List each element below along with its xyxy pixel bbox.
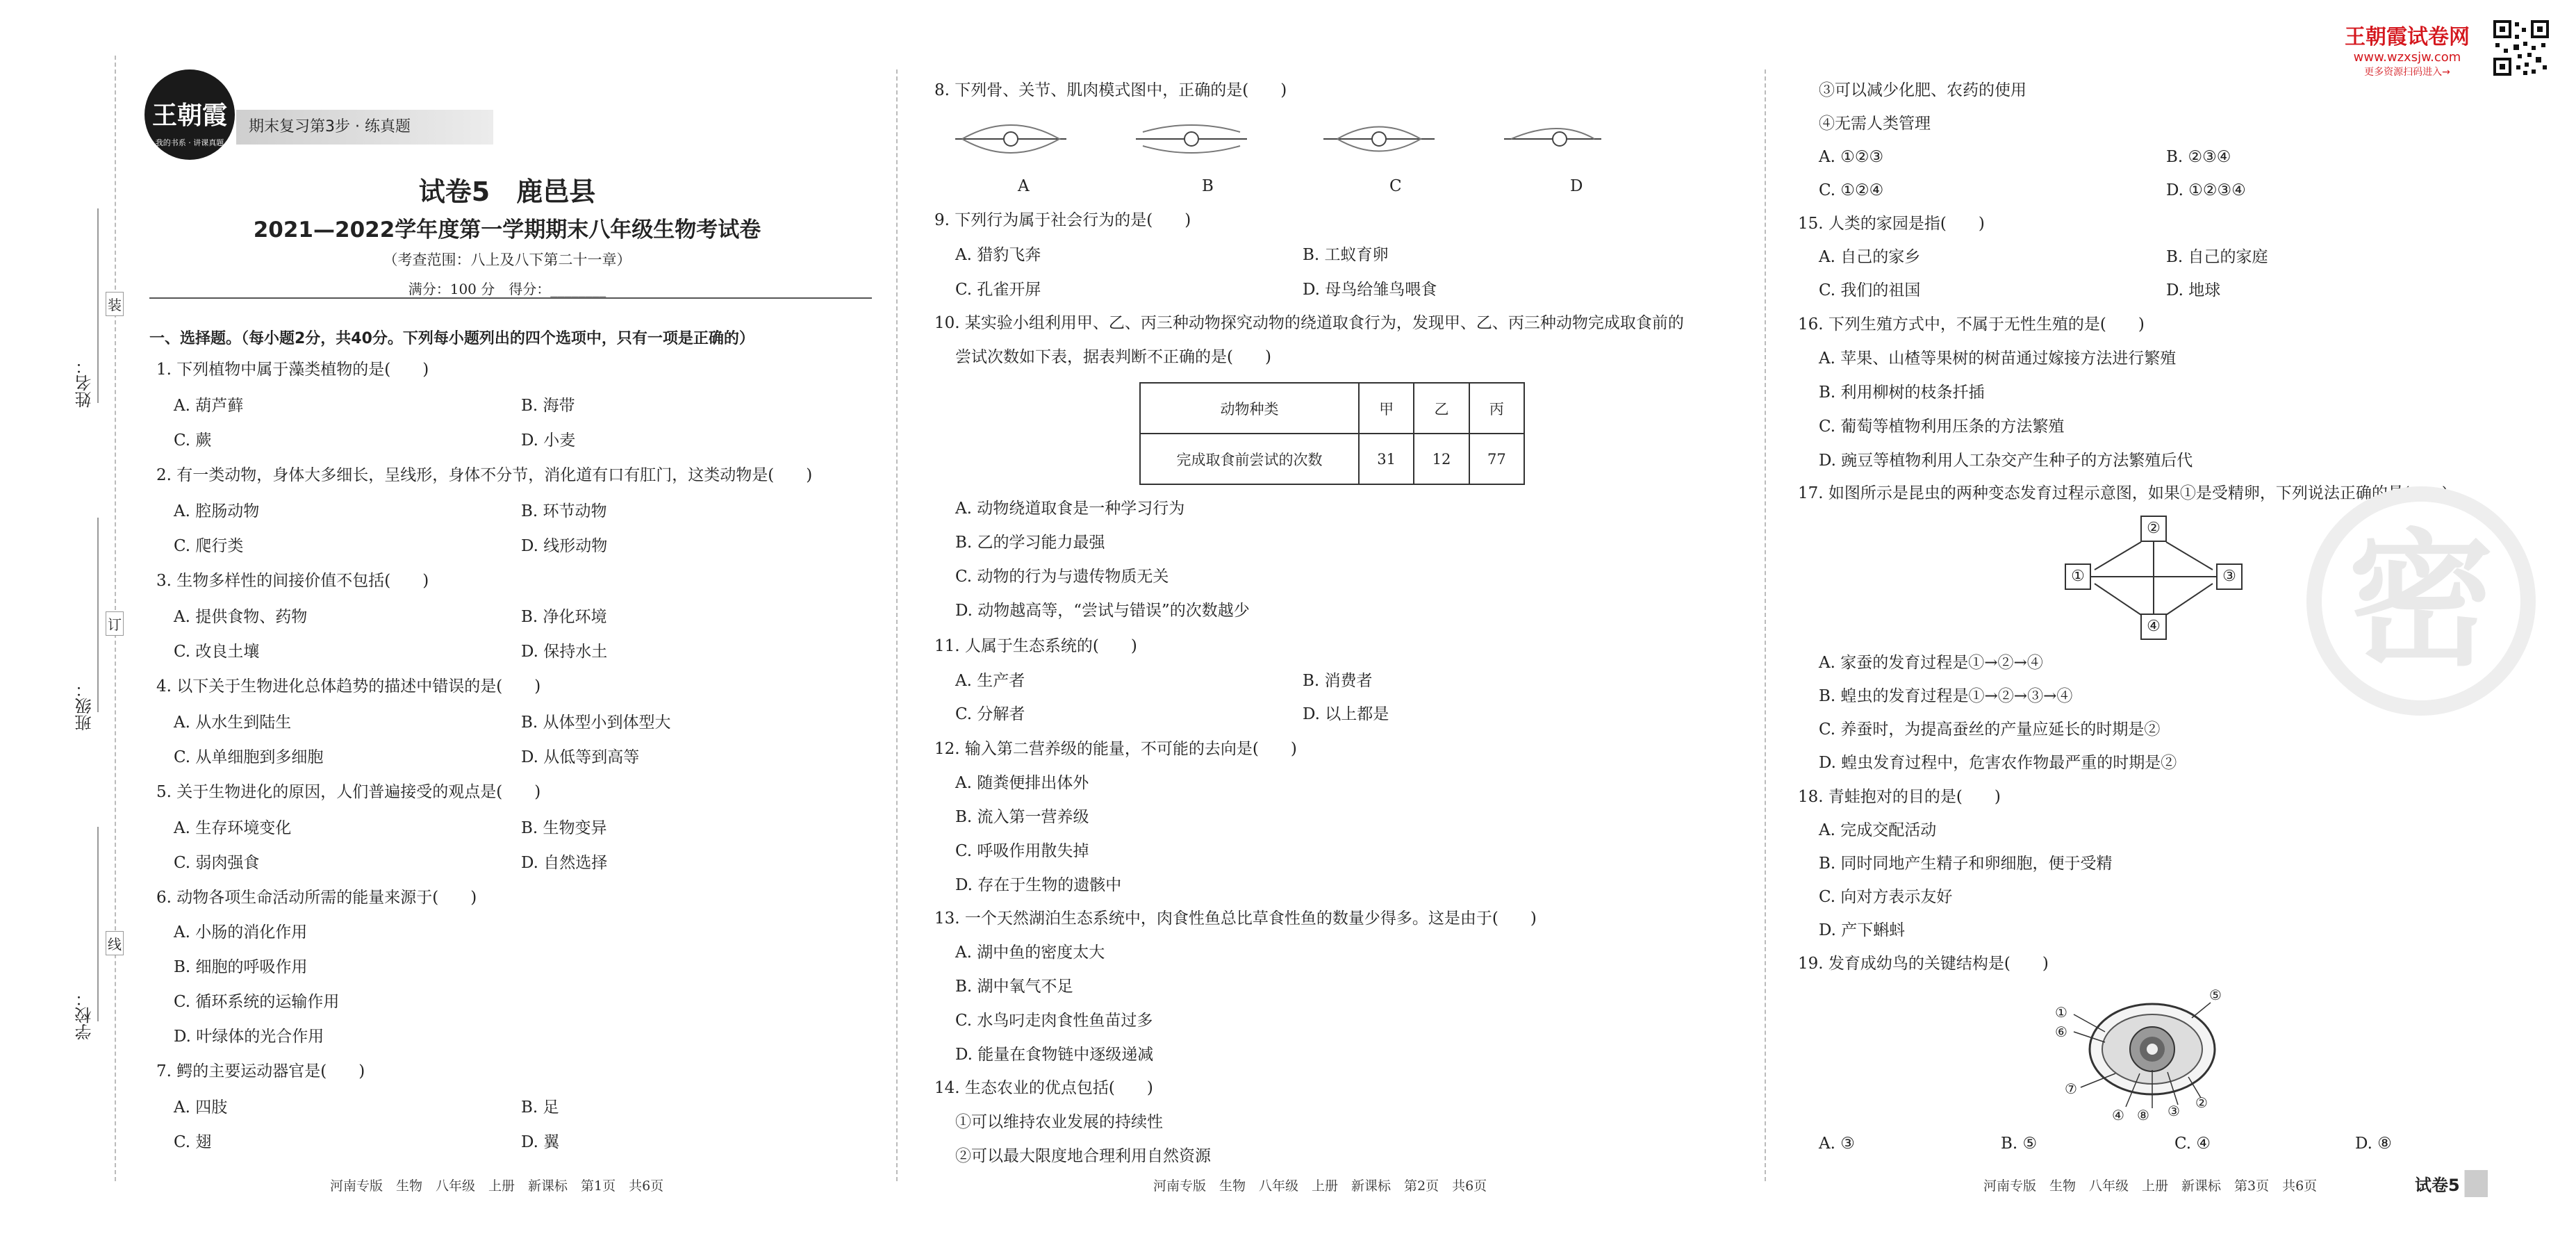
question-1: 1. 下列植物中属于藻类植物的是( ) A. 葫芦藓 B. 海带 C. 蕨 D. 小麦 [156, 361, 576, 450]
table-row-label: 完成取食前尝试的次数 [1140, 434, 1359, 484]
table-cell-bing: 77 [1469, 434, 1524, 484]
q8-option-c[interactable]: C [1389, 177, 1402, 195]
q16-option-b[interactable]: B. 利用柳树的枝条扦插 [1819, 384, 1985, 402]
q13-option-b[interactable]: B. 湖中氧气不足 [955, 978, 1073, 996]
qr-code-icon[interactable] [2493, 19, 2550, 76]
q6-option-d[interactable]: D. 叶绿体的光合作用 [174, 1028, 324, 1046]
q12-option-a[interactable]: A. 随粪便排出体外 [955, 774, 1089, 792]
question-13: 13. 一个天然湖泊生态系统中，肉食性鱼总比草食性鱼的数量少得多。这是由于( ) A. 湖中鱼的密度太大 B. 湖中氧气不足 C. 水鸟叼走肉食性鱼苗过多 D. 能量在食物链中逐级递减 [934, 910, 1740, 1063]
name-label: 姓名： [75, 358, 94, 408]
class-line [97, 518, 99, 712]
q6-option-a[interactable]: A. 小肠的消化作用 [174, 923, 308, 941]
q1-option-b[interactable]: B. 海带 [521, 397, 575, 415]
q11-option-a[interactable]: A. 生产者 [955, 672, 1025, 690]
q17-option-b[interactable]: B. 蝗虫的发育过程是①→②→③→④ [1819, 687, 2073, 705]
question-19: 19. 发育成幼鸟的关键结构是( ) [1798, 955, 2049, 973]
q3-option-b[interactable]: B. 净化环境 [521, 608, 607, 626]
question-6: 6. 动物各项生命活动所需的能量来源于( ) A. 小肠的消化作用 B. 细胞的呼吸作用 C. 循环系统的运输作用 D. 叶绿体的光合作用 [156, 889, 865, 1045]
q14-statement-1: ①可以维持农业发展的持续性 [955, 1113, 1163, 1131]
q8-figure-b [1136, 125, 1247, 153]
question-16: 16. 下列生殖方式中，不属于无性生殖的是( ) A. 苹果、山楂等果树的树苗通过嫁接方法进行繁殖 B. 利用柳树的枝条扦插 C. 葡萄等植物利用压条的方法繁殖 D. 豌豆等植物利用人工杂交产生种子的方法繁殖后代 [1798, 316, 2548, 469]
q14-statement-4: ④无需人类管理 [1819, 115, 1931, 133]
q18-option-d[interactable]: D. 产下蝌蚪 [1819, 921, 1906, 939]
q6-option-b[interactable]: B. 细胞的呼吸作用 [174, 958, 308, 976]
q17-option-a[interactable]: A. 家蚕的发育过程是①→②→④ [1819, 654, 2043, 672]
q18-option-b[interactable]: B. 同时同地产生精子和卵细胞，便于受精 [1819, 855, 2113, 873]
q19-option-d[interactable]: D. ⑧ [2355, 1135, 2392, 1153]
q9-option-d[interactable]: D. 母鸟给雏鸟喂食 [1303, 281, 1437, 299]
q9-option-c[interactable]: C. 孔雀开屏 [955, 281, 1041, 299]
question-17: 17. 如图所示是昆虫的两种变态发育过程示意图，如果①是受精卵，下列说法正确的是( ) [1798, 484, 2448, 502]
q4-option-c[interactable]: C. 从单细胞到多细胞 [174, 748, 324, 766]
q5-option-c[interactable]: C. 弱肉强食 [174, 854, 260, 872]
q19-option-a[interactable]: A. ③ [1819, 1135, 1855, 1153]
paper-subtitle: 2021—2022学年度第一学期期末八年级生物考试卷 [253, 217, 761, 242]
footer-page-1: 河南专版 生物 八年级 上册 新课标 第1页 共6页 [330, 1178, 664, 1194]
school-line [97, 827, 99, 1021]
question-18: 18. 青蛙抱对的目的是( ) A. 完成交配活动 B. 同时同地产生精子和卵细胞，便于受精 C. 向对方表示友好 D. 产下蝌蚪 [1798, 789, 2548, 939]
name-line [97, 208, 99, 403]
q5-option-a[interactable]: A. 生存环境变化 [174, 819, 292, 837]
q3-option-c[interactable]: C. 改良土壤 [174, 643, 260, 661]
q17-stage-1: ① [2065, 563, 2091, 590]
question-8: 8. 下列骨、关节、肌肉模式图中，正确的是( ) [934, 81, 1287, 99]
footer-page-2: 河南专版 生物 八年级 上册 新课标 第2页 共6页 [1153, 1178, 1487, 1194]
q7-option-a[interactable]: A. 四肢 [174, 1098, 228, 1117]
corner-brand-name: 王朝霞试卷网 [2345, 25, 2470, 49]
egg-label-5: ⑤ [2209, 987, 2222, 1003]
q18-option-c[interactable]: C. 向对方表示友好 [1819, 888, 1953, 906]
q8-figure-c [1323, 127, 1435, 151]
q1-option-d[interactable]: D. 小麦 [521, 431, 576, 450]
column-divider-1 [896, 69, 898, 1181]
q11-option-d[interactable]: D. 以上都是 [1303, 705, 1389, 723]
q11-option-b[interactable]: B. 消费者 [1303, 672, 1373, 690]
q14-option-d[interactable]: D. ①②③④ [2166, 181, 2246, 199]
question-5: 5. 关于生物进化的原因，人们普遍接受的观点是( ) A. 生存环境变化 B. 生物变异 C. 弱肉强食 D. 自然选择 [156, 783, 608, 872]
q7-option-b[interactable]: B. 足 [521, 1098, 559, 1117]
question-3: 3. 生物多样性的间接价值不包括( ) A. 提供食物、药物 B. 净化环境 C. 改良土壤 D. 保持水土 [156, 572, 608, 661]
q3-option-a[interactable]: A. 提供食物、药物 [174, 608, 308, 626]
paper-title: 试卷5 鹿邑县 [418, 176, 596, 207]
q10-option-b[interactable]: B. 乙的学习能力最强 [955, 534, 1105, 552]
q17-stage-2: ② [2140, 516, 2167, 542]
school-label: 学校： [75, 990, 94, 1040]
egg-label-8: ⑧ [2137, 1107, 2149, 1123]
q19-option-c[interactable]: C. ④ [2174, 1135, 2211, 1153]
question-4: 4. 以下关于生物进化总体趋势的描述中错误的是( ) A. 从水生到陆生 B. 从体型小到体型大 C. 从单细胞到多细胞 D. 从低等到高等 [156, 677, 671, 766]
q7-option-d[interactable]: D. 翼 [521, 1133, 560, 1151]
q15-option-c[interactable]: C. 我们的祖国 [1819, 281, 1921, 299]
bind-mark-3: 线 [106, 931, 124, 955]
q8-option-b[interactable]: B [1202, 177, 1214, 195]
q1-option-c[interactable]: C. 蕨 [174, 431, 212, 450]
q9-option-b[interactable]: B. 工蚁育卵 [1303, 246, 1389, 264]
q14-option-a[interactable]: A. ①②③ [1819, 148, 1884, 166]
section-heading: 一、选择题。（每小题2分，共40分。下列每小题列出的四个选项中，只有一项是正确的） [149, 330, 754, 347]
q7-option-c[interactable]: C. 翅 [174, 1133, 212, 1151]
class-label: 班级： [75, 681, 94, 731]
q2-option-c[interactable]: C. 爬行类 [174, 537, 244, 555]
q4-option-b[interactable]: B. 从体型小到体型大 [521, 714, 671, 732]
bind-mark-1: 装 [106, 292, 124, 316]
score-line: 满分：100 分 得分：________ [408, 281, 606, 297]
q17-stage-4: ④ [2140, 614, 2167, 640]
question-14: 14. 生态农业的优点包括( ) ①可以维持农业发展的持续性 ②可以最大限度地合理利用自然资源 [934, 1080, 1740, 1164]
q15-option-b[interactable]: B. 自己的家庭 [2166, 248, 2268, 266]
table-header-yi: 乙 [1414, 383, 1469, 434]
secret-watermark: 密 [2306, 486, 2536, 716]
table-cell-jia: 31 [1359, 434, 1414, 484]
q3-option-d[interactable]: D. 保持水土 [521, 643, 608, 661]
paper-tag: 试卷5 [2411, 1170, 2488, 1197]
q6-option-c[interactable]: C. 循环系统的运输作用 [174, 993, 340, 1011]
q14-continued [1819, 82, 2548, 201]
q14-statement-2: ②可以最大限度地合理利用自然资源 [955, 1147, 1211, 1165]
q19-option-b[interactable]: B. ⑤ [2001, 1135, 2038, 1153]
q5-option-d[interactable]: D. 自然选择 [521, 854, 608, 872]
table-header-species: 动物种类 [1140, 383, 1359, 434]
q4-option-a[interactable]: A. 从水生到陆生 [174, 714, 292, 732]
egg-label-4: ④ [2112, 1107, 2124, 1123]
question-10: 10. 某实验小组利用甲、乙、丙三种动物探究动物的绕道取食行为，发现甲、乙、丙三种动物完成取食前的 尝试次数如下表，据表判断不正确的是( ) [934, 314, 1684, 366]
q14-statement-3: ③可以减少化肥、农药的使用 [1819, 81, 2026, 99]
q10-option-c[interactable]: C. 动物的行为与遗传物质无关 [955, 568, 1169, 586]
q8-figure-a [955, 125, 1066, 153]
q8-diagram [948, 111, 1601, 167]
bind-mark-2: 订 [106, 611, 124, 636]
column-divider-2 [1765, 69, 1766, 1181]
q12-option-d[interactable]: D. 存在于生物的遗骸中 [955, 876, 1122, 894]
egg-label-3: ③ [2168, 1103, 2180, 1119]
table-header-bing: 丙 [1469, 383, 1524, 434]
q11-option-c[interactable]: C. 分解者 [955, 705, 1025, 723]
question-15: 15. 人类的家园是指( ) A. 自己的家乡 B. 自己的家庭 C. 我们的祖国 D. 地球 [1798, 215, 2268, 299]
q16-option-d[interactable]: D. 豌豆等植物利用人工杂交产生种子的方法繁殖后代 [1819, 452, 2193, 470]
question-9: 9. 下列行为属于社会行为的是( ) A. 猎豹飞奔 B. 工蚁育卵 C. 孔雀开屏 D. 母鸟给雏鸟喂食 [934, 211, 1437, 299]
question-12: 12. 输入第二营养级的能量，不可能的去向是( ) A. 随粪便排出体外 B. 流入第一营养级 C. 呼吸作用散失掉 D. 存在于生物的遗骸中 [934, 741, 1740, 894]
q10-table [1139, 382, 1525, 485]
corner-brand[interactable] [2327, 19, 2487, 79]
q16-option-a[interactable]: A. 苹果、山楂等果树的树苗通过嫁接方法进行繁殖 [1819, 349, 2177, 368]
q10-options [955, 500, 1719, 619]
q17-stage-3: ③ [2216, 563, 2243, 590]
q15-option-d[interactable]: D. 地球 [2166, 281, 2221, 299]
q9-option-a[interactable]: A. 猎豹飞奔 [955, 246, 1041, 264]
q8-option-d[interactable]: D [1570, 177, 1583, 195]
q2-option-d[interactable]: D. 线形动物 [521, 537, 608, 555]
q17-option-d[interactable]: D. 蝗虫发育过程中，危害农作物最严重的时期是② [1819, 754, 2177, 772]
q8-option-a[interactable]: A [1018, 177, 1030, 195]
question-11: 11. 人属于生态系统的( ) A. 生产者 B. 消费者 C. 分解者 D. 以上都是 [934, 637, 1389, 723]
q2-option-b[interactable]: B. 环节动物 [521, 502, 607, 520]
q4-option-d[interactable]: D. 从低等到高等 [521, 748, 640, 766]
q19-egg-diagram [2049, 983, 2244, 1126]
egg-label-1: ① [2055, 1004, 2067, 1021]
exam-scope: （考查范围：八上及八下第二十一章） [383, 252, 631, 268]
egg-label-2: ② [2195, 1094, 2208, 1111]
header-rule [149, 297, 872, 299]
question-2: 2. 有一类动物，身体大多细长，呈线形，身体不分节，消化道有口有肛门，这类动物是( ) A. 腔肠动物 B. 环节动物 C. 爬行类 D. 线形动物 [156, 466, 813, 555]
q13-option-a[interactable]: A. 湖中鱼的密度太大 [955, 944, 1105, 962]
q15-option-a[interactable]: A. 自己的家乡 [1819, 248, 1921, 266]
footer-page-3: 河南专版 生物 八年级 上册 新课标 第3页 共6页 [1983, 1178, 2318, 1194]
q14-option-b[interactable]: B. ②③④ [2166, 148, 2231, 166]
q10-option-d[interactable]: D. 动物越高等，“尝试与错误”的次数越少 [955, 602, 1250, 620]
q5-option-b[interactable]: B. 生物变异 [521, 819, 607, 837]
q16-option-c[interactable]: C. 葡萄等植物利用压条的方法繁殖 [1819, 418, 2065, 436]
q14-option-c[interactable]: C. ①②④ [1819, 181, 1884, 199]
egg-label-7: ⑦ [2065, 1080, 2077, 1097]
table-cell-yi: 12 [1414, 434, 1469, 484]
q2-option-a[interactable]: A. 腔肠动物 [174, 502, 260, 520]
q13-option-d[interactable]: D. 能量在食物链中逐级递减 [955, 1046, 1154, 1064]
egg-label-6: ⑥ [2055, 1023, 2067, 1040]
egg-shape [2049, 983, 2244, 1126]
q8-figure-d [1504, 129, 1601, 146]
q10-option-a[interactable]: A. 动物绕道取食是一种学习行为 [955, 500, 1185, 518]
question-7: 7. 鳄的主要运动器官是( ) A. 四肢 B. 足 C. 翅 D. 翼 [156, 1062, 560, 1151]
brand-logo: 王朝霞 我的书系 · 讲课真题 [145, 69, 235, 160]
q1-option-a[interactable]: A. 葫芦藓 [174, 397, 244, 415]
q12-option-b[interactable]: B. 流入第一营养级 [955, 808, 1089, 826]
q17-diagram [2063, 514, 2244, 643]
review-banner: 期末复习第3步 · 练真题 [236, 110, 493, 145]
corner-brand-tip: 更多资源扫码进入→ [2364, 67, 2450, 78]
q12-option-c[interactable]: C. 呼吸作用散失掉 [955, 842, 1089, 860]
table-header-jia: 甲 [1359, 383, 1414, 434]
q18-option-a[interactable]: A. 完成交配活动 [1819, 821, 1937, 839]
corner-brand-url: www.wzxsjw.com [2353, 50, 2461, 65]
q13-option-c[interactable]: C. 水鸟叼走肉食性鱼苗过多 [955, 1012, 1153, 1030]
q17-option-c[interactable]: C. 养蚕时，为提高蚕丝的产量应延长的时期是② [1819, 721, 2161, 739]
